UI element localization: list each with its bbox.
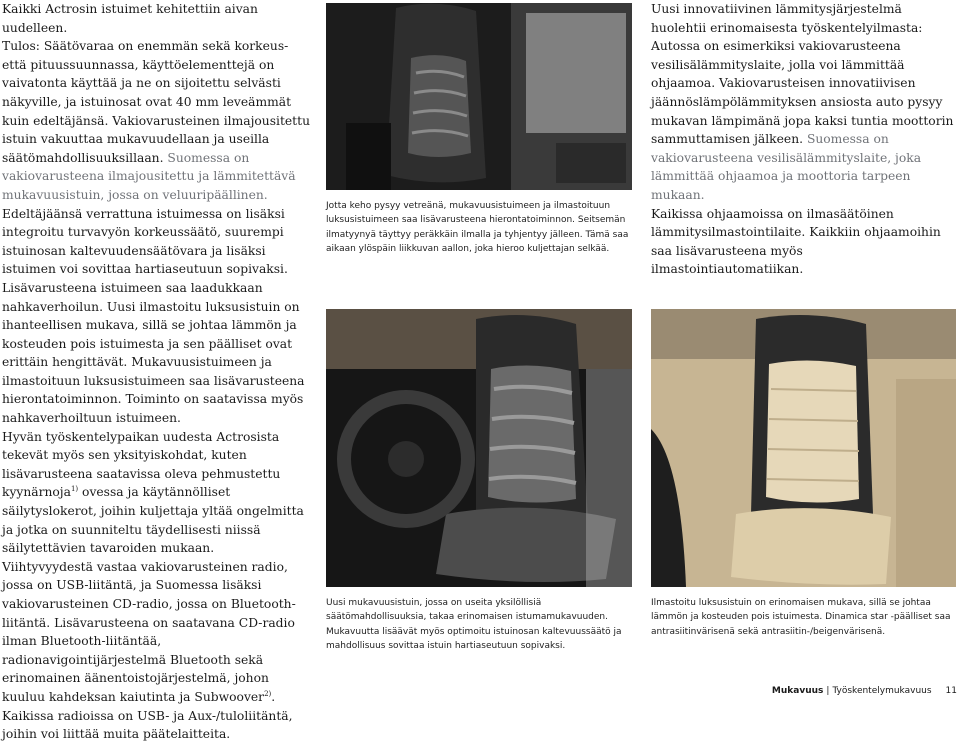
footer-separator: | — [826, 686, 830, 696]
details-paragraph: Hyvän työskentelypaikan uudesta Actrosista tekevät myös sen yksityiskohdat, kuten lisävarusteena saatavissa oleva pehmustettu kyynärnoja$^{1)}$ ovessa ja käytännölliset säilytyslokerot, joihin kuljettaja yltää ongelmitta ja jotka on suunniteltu täydellisesti niissä säilytettävien tavaroiden mukaan. — [2, 429, 304, 556]
finland-note: Suomessa on vakiovarusteena ilmajousitettu ja lämmitettävä mukavuusistuin, jossa on veluuripäällinen. — [2, 150, 296, 202]
luxury-seat-photo — [651, 309, 956, 587]
comfort-seat-photo — [326, 309, 632, 587]
seat-paragraph: Tulos: Säätövaraa on enemmän sekä korkeus- että pituussuunnassa, käyttöelementtejä on vaivatonta käyttää ja ne on sijoitettu selvästi näkyville, ja istuinosat ovat 40 mm leveämmät kuin edeltäjänsä. Vakiovarusteinen ilmajousitettu istuin vakuuttaa mukavuudellaan ja useilla säätömahdollisuuksillaan. Suomessa on vakiovarusteena ilmajousitettu ja lämmitettävä mukavuusistuin, jossa on veluuripäällinen. Edeltäjäänsä verrattuna istuimessa on lisäksi integroitu turvavyön korkeussäätö, suurempi istuinosan kaltevuudensäätövara ja lisäksi istuimen voi sovittaa hartiaseutuun sopivaksi. Lisävarusteena istuimeen saa laadukkaan nahkaverhoilun. Uusi ilmastoitu luksusistuin on ihanteellisen mukava, sillä se johtaa lämmön ja kosteuden pois istuimesta ja sen päälliset ovat erittäin hengittävät. Mukavuusistuimeen ja ilmastoituun luksusistuimeen saa lisävarusteena hierontatoiminnon. Toiminto on saatavissa myös nahkaverhoiltuun istuimeen. — [2, 39, 310, 426]
page-footer — [700, 685, 957, 697]
heating-paragraph: Uusi innovatiivinen lämmitysjärjestelmä huolehtii erinomaisesta työskentelyilmasta: Autossa on esimerkiksi vakiovarusteena vesilisälämmityslaite, jolla voi lämmittää ohjaamoa. Vakiovarusteisen innovatiivisen jäännöslämpölämmityksen ansiosta auto pysyy mukavan lämpimänä jopa kaksi tuntia moottorin sammuttamisen jälkeen. Suomessa on vakiovarusteena vesilisälämmityslaite, joka lämmittää ohjaamoa ja moottoria tarpeen mukaan. — [651, 2, 954, 202]
left-text-column — [2, 0, 314, 744]
footer-section: Mukavuus — [771, 686, 824, 696]
massage-seat-photo — [326, 3, 632, 190]
caption-massage-seat: Jotta keho pysyy vetreänä, mukavuusistuimeen ja ilmastoituun luksusistuimeen saa lisävarusteena hierontatoiminnon. Seitsemän ilmatyynyä täyttyy peräkkäin ilmalla ja tyhjentyy jälleen. Tämä saa aikaan ylöspäin liikkuvan aallon, joka hieroo kuljettajan selkää. — [326, 201, 629, 254]
caption-luxury-seat: Ilmastoitu luksusistuin on erinomaisen mukava, sillä se johtaa lämmön ja kosteuden pois istuimesta. Dinamica star -päälliset saa antrasiitinvärisenä sekä antrasiitin-/beigenvärisenä. — [651, 598, 951, 637]
intro-paragraph: Kaikki Actrosin istuimet kehitettiin aivan uudelleen. — [2, 2, 258, 35]
footer-subsection: Työskentelymukavuus — [832, 686, 932, 696]
footnote-marker: 2) — [264, 689, 272, 698]
climate-paragraph: Kaikissa ohjaamoissa on ilmasäätöinen lämmitysilmastointilaite. Kaikkiin ohjaamoihin saa lisävarusteena myös ilmastointiautomatiikan. — [651, 206, 941, 277]
finland-heating-note: Suomessa on vakiovarusteena vesilisälämmityslaite, joka lämmittää ohjaamoa ja moottoria tarpeen mukaan. — [651, 132, 922, 202]
radio-paragraph: Viihtyvyydestä vastaa vakiovarusteinen radio, jossa on USB-liitäntä, ja Suomessa lisäksi vakiovarusteinen CD-radio, jossa on Bluetooth-liitäntä. Lisävarusteena on saatavana CD-radio ilman Bluetooth-liitäntää, radionavigointijärjestelmä Bluetooth sekä erinomainen äänentoistojärjestelmä, johon kuuluu kahdeksan kaiutinta ja Subwoover$^{2)}$. Kaikissa radioissa on USB- ja Aux-/tuloliitäntä, joihin voi liittää muita päätelaitteita. — [2, 559, 296, 742]
page-number: 11 — [945, 686, 957, 696]
caption-comfort-seat: Uusi mukavuusistuin, jossa on useita yksilöllisiä säätömahdollisuuksia, takaa erinomaisen istumamukavuuden. Mukavuutta lisäävät myös optimoitu istuinosan kaltevuussäätö ja mahdollisuus sovittaa istuin hartiaseutuun sopivaksi. — [326, 598, 622, 651]
footnote-marker: 1) — [70, 485, 79, 494]
right-text-column — [651, 0, 956, 279]
